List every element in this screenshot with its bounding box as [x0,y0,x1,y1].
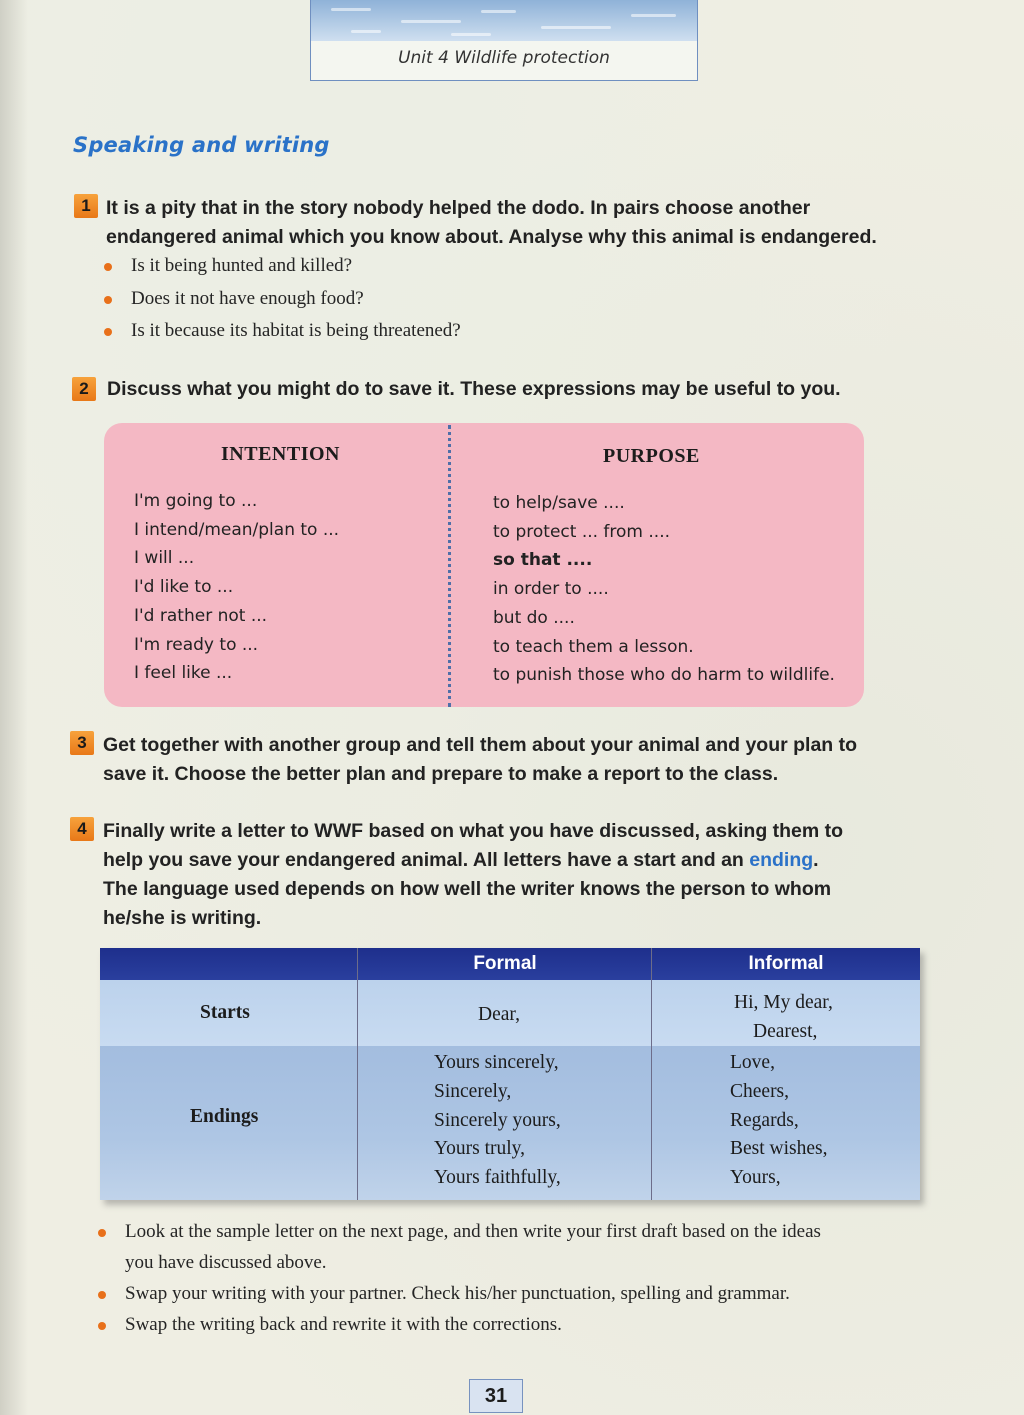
list-item: Love, [730,1052,775,1073]
list-item: to protect ... from .... [493,521,671,542]
book-spine-shadow [0,0,28,1415]
list-item: Regards, [730,1109,799,1131]
task-4-instructions [103,817,843,933]
purpose-header: PURPOSE [603,445,700,467]
list-item: Does it not have enough food? [104,283,461,316]
list-item: Cheers, [730,1080,790,1102]
list-item: I'm going to ... [134,491,258,511]
endings-label: Endings [190,1106,259,1127]
list-item: Is it being hunted and killed? [104,250,461,283]
unit-title: Unit 4 Wildlife protection [398,48,610,68]
list-item: Swap the writing back and rewrite it with the corrections. [98,1309,821,1340]
list-item: I feel like ... [134,663,233,684]
unit-header [310,0,698,81]
task-3-number: 3 [70,731,94,755]
task-4-line-2-end: . [813,849,819,871]
list-item: I intend/mean/plan to ... [134,519,340,540]
list-item: Yours faithfully, [434,1167,561,1189]
informal-endings [730,1049,828,1193]
task-1-line-1: It is a pity that in the story nobody helped the dodo. In pairs choose another [106,197,811,219]
task-4-number: 4 [70,817,94,841]
step-1-line-1: Look at the sample letter on the next page, and then write your first draft based on the ideas [125,1221,821,1242]
task-1-number: 1 [74,194,98,218]
task-1-questions [104,250,461,348]
purpose-list [493,489,835,690]
list-item: Hi, My dear, [734,992,833,1013]
formal-header: Formal [473,953,537,974]
expressions-box [104,423,864,707]
list-item: Dearest, [753,1020,818,1042]
expressions-divider [448,425,451,707]
table-column-divider [651,948,652,1200]
informal-header: Informal [748,953,824,974]
letter-table [100,948,920,1200]
table-header-row [100,948,920,980]
list-item: Yours, [730,1167,781,1189]
list-item: I'd like to ... [134,577,234,598]
list-item: but do .... [493,607,575,628]
list-item: so that .... [493,550,593,571]
list-item: to punish those who do harm to wildlife. [493,665,835,686]
header-water-image [311,0,697,41]
list-item: Is it because its habitat is being threatened? [104,315,461,348]
task-3-instructions [103,731,857,789]
task-4-line-4: he/she is writing. [103,907,262,929]
section-title: Speaking and writing [73,133,330,157]
formal-starts: Dear, [478,1004,520,1025]
starts-label: Starts [200,1002,250,1023]
task-3-line-1: Get together with another group and tell them about your animal and your plan to [103,734,858,756]
task-2-instructions: Discuss what you might do to save it. These expressions may be useful to you. [107,378,841,400]
task-4-line-2-text: help you save your endangered animal. All letters have a start and an [103,849,750,871]
intention-list [134,487,339,688]
task-2-number: 2 [72,377,96,401]
list-item: in order to .... [493,579,609,600]
list-item: to teach them a lesson. [493,636,694,657]
formal-endings [434,1049,561,1193]
page-number: 31 [469,1379,523,1413]
task-4-line-3: The language used depends on how well the writer knows the person to whom [103,878,832,900]
list-item: Sincerely, [434,1080,512,1102]
list-item: Yours sincerely, [434,1052,559,1073]
task-4-line-2 [103,846,843,875]
list-item: to help/save .... [493,493,625,513]
step-1-line-2: you have discussed above. [125,1252,327,1273]
task-3-line-2: save it. Choose the better plan and prepare to make a report to the class. [103,763,779,785]
list-item: Swap your writing with your partner. Check his/her punctuation, spelling and grammar. [98,1278,821,1309]
task-4-line-1: Finally write a letter to WWF based on what you have discussed, asking them to [103,820,844,842]
list-item: Best wishes, [730,1138,828,1160]
list-item: I'm ready to ... [134,634,259,655]
task-1-line-2: endangered animal which you know about. Analyse why this animal is endangered. [106,226,877,248]
table-column-divider [357,948,358,1200]
ending-glossary-link[interactable]: ending [749,849,814,871]
intention-header: INTENTION [221,443,340,465]
list-item: Yours truly, [434,1138,526,1160]
writing-steps [98,1216,821,1340]
list-item: I will ... [134,548,195,569]
list-item: I'd rather not ... [134,605,268,626]
list-item [98,1216,821,1278]
list-item: Sincerely yours, [434,1109,561,1131]
informal-starts [734,989,833,1047]
task-1-instructions [106,194,877,252]
